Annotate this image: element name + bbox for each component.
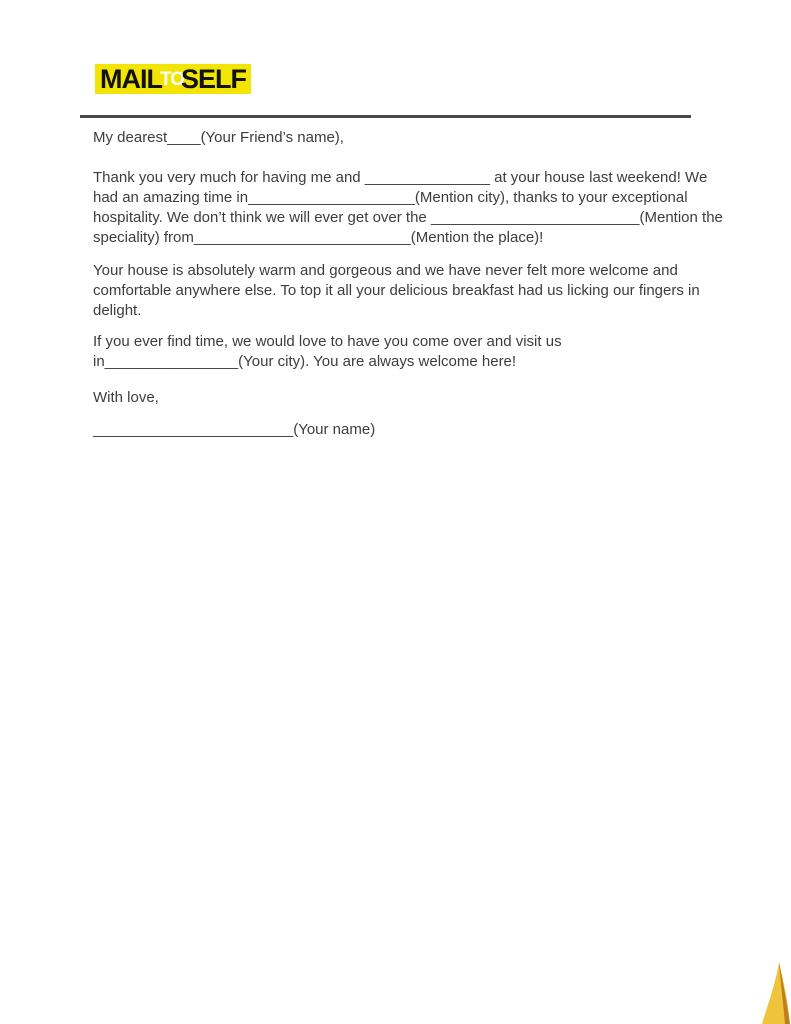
letter-line: comfortable anywhere else. To top it all your delicious breakfast had us licking our fingers in <box>93 282 700 299</box>
mail-to-self-logo <box>95 64 251 94</box>
salutation-line: My dearest____(Your Friend’s name), <box>93 129 344 146</box>
letter-line: Your house is absolutely warm and gorgeous and we have never felt more welcome and <box>93 262 678 279</box>
letter-line: Thank you very much for having me and _______________ at your house last weekend! We <box>93 169 708 186</box>
letter-line: had an amazing time in____________________(Mention city), thanks to your exceptional <box>93 189 688 206</box>
letter-line: speciality) from__________________________(Mention the place)! <box>93 229 544 246</box>
header-divider <box>80 115 691 118</box>
letter-line: in________________(Your city). You are always welcome here! <box>93 353 517 370</box>
closing-line: With love, <box>93 389 159 406</box>
logo-word-self: SELF <box>181 64 247 94</box>
letter-line: delight. <box>93 302 142 319</box>
logo-word-to: TO <box>159 69 185 90</box>
paragraph-compliments <box>93 261 713 321</box>
letter-body <box>93 128 723 440</box>
letter-line: If you ever find time, we would love to have you come over and visit us <box>93 333 562 350</box>
logo-word-mail: MAIL <box>100 64 162 94</box>
letter-line: hospitality. We don’t think we will ever get over the _________________________(Mention the <box>93 209 723 226</box>
signature-line: ________________________(Your name) <box>93 421 376 438</box>
paragraph-thank-you <box>93 168 723 248</box>
corner-swoosh-icon <box>751 954 791 1024</box>
paragraph-invitation <box>93 332 713 372</box>
